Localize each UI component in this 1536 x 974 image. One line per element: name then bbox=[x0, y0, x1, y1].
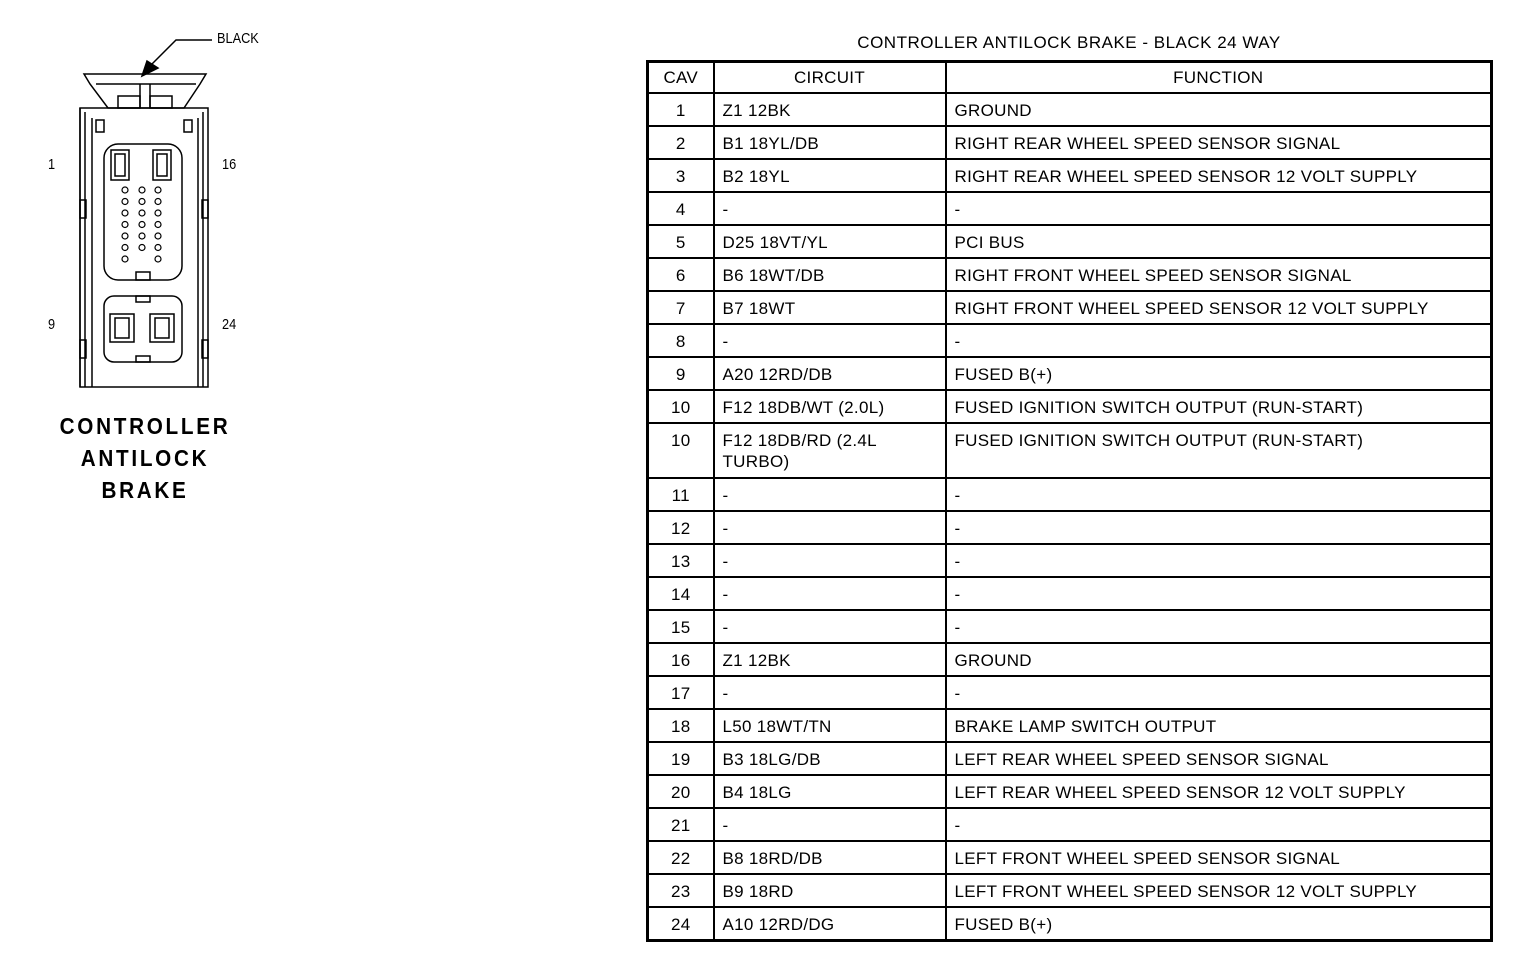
circuit-cell: A10 12RD/DG bbox=[714, 907, 946, 940]
table-row bbox=[648, 610, 1492, 643]
cav-cell: 9 bbox=[648, 357, 714, 390]
pin-label-16: 16 bbox=[222, 156, 237, 173]
table-row bbox=[648, 874, 1492, 907]
pin-label-1: 1 bbox=[48, 156, 56, 173]
circuit-cell: B8 18RD/DB bbox=[714, 841, 946, 874]
function-cell: FUSED B(+) bbox=[946, 907, 1492, 940]
function-cell: FUSED IGNITION SWITCH OUTPUT (RUN-START) bbox=[946, 390, 1492, 423]
cav-cell: 8 bbox=[648, 324, 714, 357]
cav-cell: 13 bbox=[648, 544, 714, 577]
circuit-cell: - bbox=[714, 610, 946, 643]
circuit-cell: - bbox=[714, 577, 946, 610]
table-row bbox=[648, 225, 1492, 258]
pin-hole bbox=[139, 233, 145, 239]
table-row bbox=[648, 258, 1492, 291]
function-cell: - bbox=[946, 808, 1492, 841]
cav-cell: 5 bbox=[648, 225, 714, 258]
table-row bbox=[648, 159, 1492, 192]
connector-name-line: BRAKE bbox=[101, 477, 189, 503]
circuit-cell: - bbox=[714, 324, 946, 357]
function-cell: GROUND bbox=[946, 93, 1492, 126]
circuit-cell: Z1 12BK bbox=[714, 643, 946, 676]
table-row bbox=[648, 841, 1492, 874]
cav-cell: 4 bbox=[648, 192, 714, 225]
function-cell: - bbox=[946, 511, 1492, 544]
cav-cell: 11 bbox=[648, 478, 714, 511]
pin-hole bbox=[122, 210, 128, 216]
table-row bbox=[648, 676, 1492, 709]
connector-name-line: ANTILOCK bbox=[80, 445, 210, 471]
connector-latch bbox=[84, 74, 206, 108]
function-cell: GROUND bbox=[946, 643, 1492, 676]
circuit-cell: Z1 12BK bbox=[714, 93, 946, 126]
header-function: FUNCTION bbox=[946, 62, 1492, 94]
cav-cell: 21 bbox=[648, 808, 714, 841]
pin-hole bbox=[139, 187, 145, 193]
pin-hole bbox=[155, 222, 161, 228]
circuit-cell: - bbox=[714, 478, 946, 511]
pin-hole bbox=[155, 187, 161, 193]
cav-cell: 1 bbox=[648, 93, 714, 126]
circuit-cell: B7 18WT bbox=[714, 291, 946, 324]
circuit-cell: - bbox=[714, 192, 946, 225]
connector-face-diagram bbox=[0, 0, 330, 400]
cav-cell: 23 bbox=[648, 874, 714, 907]
cav-cell: 6 bbox=[648, 258, 714, 291]
pin-hole bbox=[139, 245, 145, 251]
circuit-cell: B1 18YL/DB bbox=[714, 126, 946, 159]
function-cell: PCI BUS bbox=[946, 225, 1492, 258]
circuit-cell: B9 18RD bbox=[714, 874, 946, 907]
cav-cell: 12 bbox=[648, 511, 714, 544]
cav-cell: 24 bbox=[648, 907, 714, 940]
function-cell: - bbox=[946, 676, 1492, 709]
cav-cell: 10 bbox=[648, 390, 714, 423]
circuit-cell: - bbox=[714, 511, 946, 544]
function-cell: FUSED IGNITION SWITCH OUTPUT (RUN-START) bbox=[946, 423, 1492, 478]
pin-hole bbox=[139, 222, 145, 228]
pin-hole bbox=[139, 210, 145, 216]
pin-hole bbox=[155, 256, 161, 262]
pin-hole bbox=[122, 233, 128, 239]
circuit-cell: B4 18LG bbox=[714, 775, 946, 808]
function-cell: LEFT REAR WHEEL SPEED SENSOR 12 VOLT SUPPLY bbox=[946, 775, 1492, 808]
function-cell: LEFT FRONT WHEEL SPEED SENSOR SIGNAL bbox=[946, 841, 1492, 874]
table-row bbox=[648, 423, 1492, 478]
table-row bbox=[648, 291, 1492, 324]
pin-hole bbox=[122, 187, 128, 193]
cav-cell: 22 bbox=[648, 841, 714, 874]
circuit-cell: B3 18LG/DB bbox=[714, 742, 946, 775]
table-row bbox=[648, 357, 1492, 390]
table-row bbox=[648, 192, 1492, 225]
table-row bbox=[648, 324, 1492, 357]
callout-label-color: BLACK bbox=[217, 30, 259, 47]
table-row bbox=[648, 709, 1492, 742]
pin-label-9: 9 bbox=[48, 316, 56, 333]
circuit-cell: - bbox=[714, 544, 946, 577]
cav-cell: 14 bbox=[648, 577, 714, 610]
table-row bbox=[648, 808, 1492, 841]
pin-hole bbox=[122, 256, 128, 262]
circuit-cell: F12 18DB/WT (2.0L) bbox=[714, 390, 946, 423]
circuit-cell: L50 18WT/TN bbox=[714, 709, 946, 742]
cav-cell: 15 bbox=[648, 610, 714, 643]
pin-label-24: 24 bbox=[222, 316, 237, 333]
pin-hole bbox=[139, 199, 145, 205]
cav-cell: 7 bbox=[648, 291, 714, 324]
header-cav: CAV bbox=[648, 62, 714, 94]
function-cell: - bbox=[946, 324, 1492, 357]
function-cell: - bbox=[946, 577, 1492, 610]
pin-hole bbox=[122, 245, 128, 251]
circuit-cell: - bbox=[714, 808, 946, 841]
table-row bbox=[648, 390, 1492, 423]
function-cell: BRAKE LAMP SWITCH OUTPUT bbox=[946, 709, 1492, 742]
cav-cell: 18 bbox=[648, 709, 714, 742]
function-cell: FUSED B(+) bbox=[946, 357, 1492, 390]
connector-name-line: CONTROLLER bbox=[59, 413, 231, 439]
connector-body bbox=[80, 108, 208, 387]
circuit-cell: B2 18YL bbox=[714, 159, 946, 192]
function-cell: RIGHT REAR WHEEL SPEED SENSOR SIGNAL bbox=[946, 126, 1492, 159]
cav-cell: 3 bbox=[648, 159, 714, 192]
cav-cell: 17 bbox=[648, 676, 714, 709]
header-circuit: CIRCUIT bbox=[714, 62, 946, 94]
circuit-cell: F12 18DB/RD (2.4L TURBO) bbox=[714, 423, 946, 478]
table-row bbox=[648, 511, 1492, 544]
pin-hole bbox=[155, 210, 161, 216]
function-cell: - bbox=[946, 544, 1492, 577]
table-title: CONTROLLER ANTILOCK BRAKE - BLACK 24 WAY bbox=[857, 33, 1281, 52]
function-cell: - bbox=[946, 478, 1492, 511]
function-cell: - bbox=[946, 192, 1492, 225]
table-row bbox=[648, 577, 1492, 610]
table-row bbox=[648, 93, 1492, 126]
table-header-row bbox=[648, 62, 1492, 94]
circuit-cell: - bbox=[714, 676, 946, 709]
connector-name bbox=[51, 410, 240, 506]
table-row bbox=[648, 126, 1492, 159]
function-cell: RIGHT FRONT WHEEL SPEED SENSOR 12 VOLT SUPPLY bbox=[946, 291, 1492, 324]
circuit-cell: B6 18WT/DB bbox=[714, 258, 946, 291]
table-row bbox=[648, 544, 1492, 577]
function-cell: RIGHT FRONT WHEEL SPEED SENSOR SIGNAL bbox=[946, 258, 1492, 291]
table-row bbox=[648, 775, 1492, 808]
table-row bbox=[648, 742, 1492, 775]
pin-hole bbox=[122, 222, 128, 228]
cav-cell: 19 bbox=[648, 742, 714, 775]
function-cell: - bbox=[946, 610, 1492, 643]
cav-cell: 20 bbox=[648, 775, 714, 808]
function-cell: RIGHT REAR WHEEL SPEED SENSOR 12 VOLT SUPPLY bbox=[946, 159, 1492, 192]
pin-hole bbox=[155, 199, 161, 205]
function-cell: LEFT FRONT WHEEL SPEED SENSOR 12 VOLT SUPPLY bbox=[946, 874, 1492, 907]
circuit-cell: D25 18VT/YL bbox=[714, 225, 946, 258]
color-callout-leader bbox=[150, 40, 212, 66]
function-cell: LEFT REAR WHEEL SPEED SENSOR SIGNAL bbox=[946, 742, 1492, 775]
circuit-cell: A20 12RD/DB bbox=[714, 357, 946, 390]
table-row bbox=[648, 478, 1492, 511]
pin-hole bbox=[155, 233, 161, 239]
pinout-table bbox=[646, 60, 1493, 942]
pin-hole bbox=[155, 245, 161, 251]
cav-cell: 16 bbox=[648, 643, 714, 676]
cav-cell: 2 bbox=[648, 126, 714, 159]
cav-cell: 10 bbox=[648, 423, 714, 478]
table-row bbox=[648, 907, 1492, 940]
pin-hole bbox=[122, 199, 128, 205]
table-row bbox=[648, 643, 1492, 676]
